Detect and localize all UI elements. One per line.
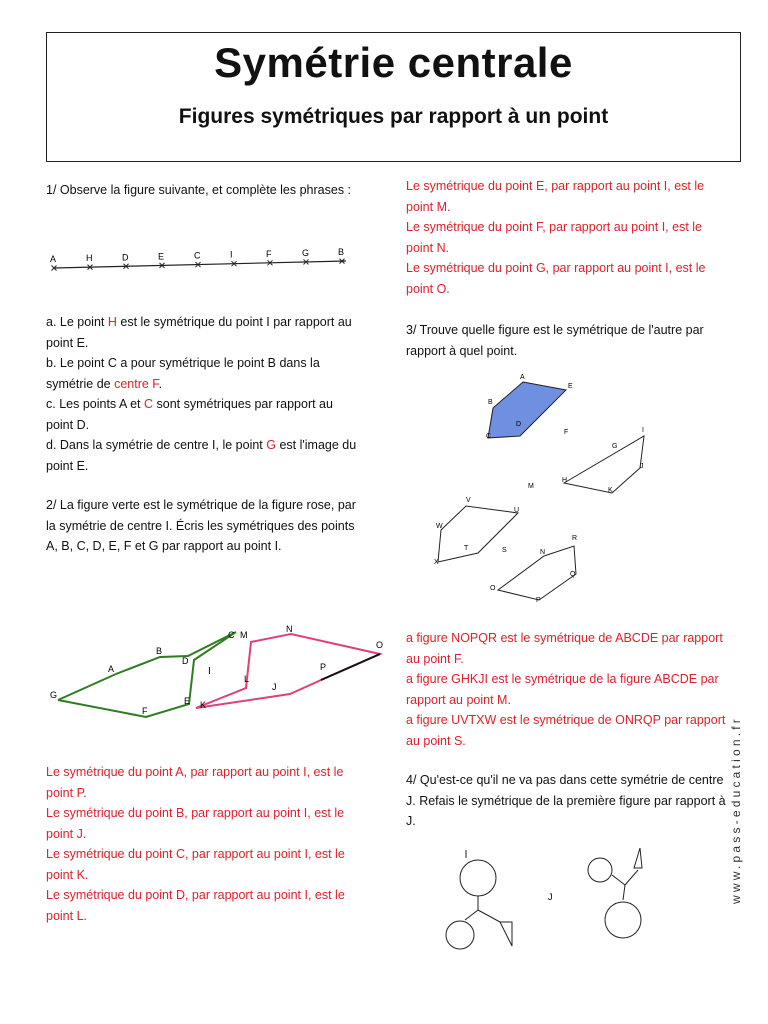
stroke	[625, 870, 638, 885]
exercise1-intro: 1/ Observe la figure suivante, et complète les phrases :	[46, 183, 352, 197]
left-big-circle	[460, 860, 496, 896]
exercise2-answers	[46, 762, 361, 926]
figure-point-label: F	[564, 429, 569, 436]
exercise3-answers	[406, 628, 726, 751]
stroke	[465, 910, 478, 920]
exercise4-figure	[420, 840, 680, 955]
exercise1-answers	[46, 312, 361, 476]
exercise2-figure	[46, 622, 396, 722]
answer-line: Le symétrique du point G, par rapport au point I, est le point O.	[406, 261, 706, 296]
stroke	[612, 875, 625, 885]
figure-point-label: N	[540, 549, 546, 556]
left-small-circle	[446, 921, 474, 949]
answer-b: centre F	[114, 376, 159, 391]
black-segment	[321, 654, 380, 680]
answer-d: G	[266, 438, 276, 452]
figure-point-label: B	[488, 399, 493, 406]
stroke	[478, 910, 500, 922]
right-triangle	[634, 848, 642, 868]
point-label: A	[50, 254, 57, 264]
exercise1-a: a. Le point H est le symétrique du point I par rapport au point E.	[46, 315, 352, 350]
answer-line: Le symétrique du point F, par rapport au point I, est le point N.	[406, 220, 703, 255]
answer-line: Le symétrique du point B, par rapport au point I, est le point J.	[46, 806, 345, 841]
exercise1-d: d. Dans la symétrie de centre I, le point G est l'image du point E.	[46, 438, 357, 473]
exercise2-labels	[50, 624, 383, 716]
point-label: B	[338, 248, 345, 258]
figure-point-label: A	[520, 374, 525, 381]
green-point-label: E	[184, 696, 191, 706]
exercise3-figure	[406, 368, 706, 608]
exercise2-intro: 2/ La figure verte est le symétrique de la figure rose, par la symétrie de centre I. Écris les symétriques des points A, B, C, D, E, F et G par rapport au point I.	[46, 498, 356, 553]
stroke	[623, 885, 625, 900]
point-label: F	[266, 248, 272, 259]
pink-figure	[196, 634, 380, 708]
answer-line: a figure UVTXW est le symétrique de ONRQP par rapport au point S.	[406, 713, 726, 748]
point-label: D	[122, 252, 129, 263]
figure-point-label: V	[466, 497, 471, 504]
figure-point-label: I	[642, 427, 644, 434]
green-point-label: D	[182, 656, 189, 666]
answer-line: Le symétrique du point C, par rapport au point I, est le point K.	[46, 847, 345, 882]
exercise2-answers-cont	[406, 176, 726, 299]
point-label: C	[194, 250, 201, 261]
point-label: G	[302, 248, 310, 258]
blue-figure-abcde	[488, 382, 569, 438]
exercise4-intro: 4/ Qu'est-ce qu'il ne va pas dans cette symétrie de centre J. Refais le symétrique de la première figure par rapport à J.	[406, 773, 726, 828]
figure-point-label: X	[434, 559, 439, 566]
figure-point-label: J	[640, 463, 644, 470]
green-point-label: G	[50, 690, 58, 700]
pink-point-label: J	[272, 682, 277, 692]
center-label-j: J	[548, 892, 553, 902]
green-point-label: F	[142, 706, 148, 716]
figure-point-label: K	[608, 487, 613, 494]
pink-point-label: L	[244, 674, 250, 684]
right-big-circle	[605, 902, 641, 938]
title-box	[46, 32, 741, 162]
answer-c: C	[143, 397, 154, 411]
center-label-i: I	[208, 666, 211, 677]
figure-onrqp	[498, 546, 576, 600]
answer-line: a figure NOPQR est le symétrique de ABCDE par rapport au point F.	[406, 631, 723, 666]
pink-point-label: O	[376, 640, 384, 650]
pink-point-label: P	[320, 662, 327, 672]
figure-point-label: H	[562, 477, 568, 484]
figure-point-label: U	[514, 507, 520, 514]
exercise1-b: b. Le point C a pour symétrique le point B dans la symétrie de centre F.	[46, 356, 320, 391]
figure-point-label: E	[568, 383, 573, 390]
figure-point-label: O	[490, 585, 496, 592]
point-label: H	[86, 253, 93, 264]
pink-point-label: K	[200, 700, 207, 710]
figure-point-label: M	[528, 483, 534, 490]
point-label: E	[158, 251, 165, 262]
green-point-label: B	[156, 646, 163, 656]
figure-point-label: D	[516, 421, 522, 428]
figure-point-label: T	[464, 545, 469, 552]
figure-ghkji	[564, 436, 644, 493]
right-small-circle	[588, 858, 612, 882]
answer-line: Le symétrique du point E, par rapport au point I, est le point M.	[406, 179, 705, 214]
answer-line: Le symétrique du point D, par rapport au point I, est le point L.	[46, 888, 345, 923]
figure-point-label: C	[486, 433, 492, 440]
figure-point-label: Q	[570, 571, 576, 578]
pink-point-label: M	[240, 630, 248, 640]
number-line-figure	[46, 248, 356, 276]
answer-line: Le symétrique du point A, par rapport au point I, est le point P.	[46, 765, 344, 800]
figure-point-label: W	[436, 523, 443, 530]
page-subtitle: Figures symétriques par rapport à un point	[178, 105, 609, 128]
website-footer: www.pass-education.fr	[729, 716, 743, 904]
left-triangle	[500, 922, 512, 946]
page-title: Symétrie centrale	[214, 39, 573, 86]
green-point-label: C	[228, 630, 235, 640]
figure-point-label: P	[536, 597, 541, 604]
figure-point-label: S	[502, 547, 507, 554]
pink-point-label: N	[286, 624, 293, 634]
exercise1-c: c. Les points A et C sont symétriques par rapport au point D.	[46, 397, 333, 432]
point-label: I	[230, 249, 233, 260]
exercise3-intro: 3/ Trouve quelle figure est le symétrique de l'autre par rapport à quel point.	[406, 323, 704, 358]
figure-point-label: G	[612, 443, 618, 450]
green-point-label: A	[108, 664, 115, 674]
answer-a: H	[107, 315, 117, 329]
figure-point-label: R	[572, 535, 578, 542]
answer-line: a figure GHKJI est le symétrique de la figure ABCDE par rapport au point M.	[406, 672, 719, 707]
